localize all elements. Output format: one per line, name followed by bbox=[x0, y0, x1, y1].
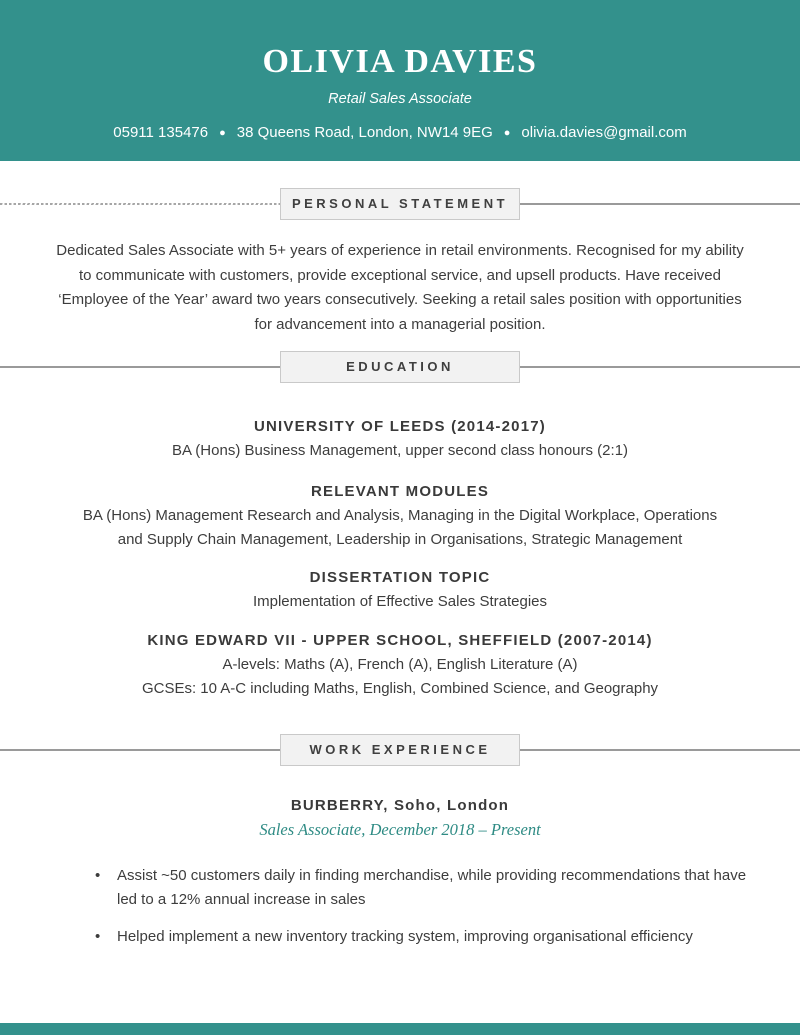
education-entry-detail: BA (Hons) Management Research and Analysis, Managing in the Digital Workplace, Operations and Supply Chain Management, Leadership in Organisations, Strategic Management bbox=[82, 507, 718, 548]
section-header-work-experience bbox=[0, 734, 800, 766]
education-entry-heading: RELEVANT MODULES bbox=[310, 483, 490, 500]
work-bullet: • Helped implement a new inventory tracking system, improving organisational efficiency bbox=[117, 925, 748, 949]
education-entry-heading: DISSERTATION TOPIC bbox=[309, 569, 491, 586]
education-entry-school bbox=[0, 629, 800, 701]
job-role-and-dates: Sales Associate, December 2018 – Present bbox=[259, 820, 541, 839]
bullet-separator-icon: ● bbox=[219, 126, 226, 139]
divider-rule-right bbox=[520, 749, 800, 751]
footer-accent-bar bbox=[0, 1023, 800, 1035]
divider-rule-left bbox=[0, 203, 280, 205]
education-entry-dissertation bbox=[0, 566, 800, 614]
section-header-education bbox=[0, 351, 800, 383]
education-entry-detail: Implementation of Effective Sales Strategies bbox=[252, 593, 548, 610]
education-entry-heading: UNIVERSITY OF LEEDS (2014-2017) bbox=[253, 418, 546, 435]
divider-rule-right bbox=[520, 366, 800, 368]
employer-name: BURBERRY, Soho, London bbox=[290, 797, 510, 814]
divider-rule-left bbox=[0, 749, 280, 751]
section-title-education: EDUCATION bbox=[280, 351, 520, 383]
contact-phone: 05911 135476 bbox=[113, 123, 209, 141]
education-entry-detail: GCSEs: 10 A-C including Maths, English, Combined Science, and Geography bbox=[141, 680, 659, 697]
education-entry-university bbox=[0, 415, 800, 463]
resume-header bbox=[0, 0, 800, 161]
contact-line bbox=[0, 125, 800, 140]
candidate-title: Retail Sales Associate bbox=[328, 91, 472, 107]
education-entry-detail: BA (Hons) Business Management, upper second class honours (2:1) bbox=[171, 442, 629, 459]
education-entry-detail: A-levels: Maths (A), French (A), English Literature (A) bbox=[222, 656, 578, 673]
divider-rule-left bbox=[0, 366, 280, 368]
section-title-personal-statement: PERSONAL STATEMENT bbox=[280, 188, 520, 220]
contact-email: olivia.davies@gmail.com bbox=[521, 123, 687, 141]
divider-rule-right bbox=[520, 203, 800, 205]
section-header-personal-statement bbox=[0, 188, 800, 220]
work-bullet: • Assist ~50 customers daily in finding merchandise, while providing recommendations that have led to a 12% annual increase in sales bbox=[117, 864, 748, 912]
education-entry-modules bbox=[0, 480, 800, 552]
work-experience-bullets bbox=[0, 864, 800, 949]
contact-address: 38 Queens Road, London, NW14 9EG bbox=[236, 123, 493, 141]
candidate-name: OLIVIA DAVIES bbox=[262, 43, 538, 80]
section-title-work-experience: WORK EXPERIENCE bbox=[280, 734, 520, 766]
bullet-separator-icon: ● bbox=[503, 126, 511, 139]
education-entry-heading: KING EDWARD VII - UPPER SCHOOL, SHEFFIELD (2007-2014) bbox=[147, 632, 653, 649]
personal-statement-text: Dedicated Sales Associate with 5+ years of experience in retail environments. Recognised for my ability to communicate with customers, provide exceptional service, and upsell products. Have received ‘Employee of the Year’ award two years consecutively. Seeking a retail sales position with opportunities for advancement into a managerial position. bbox=[56, 242, 744, 333]
